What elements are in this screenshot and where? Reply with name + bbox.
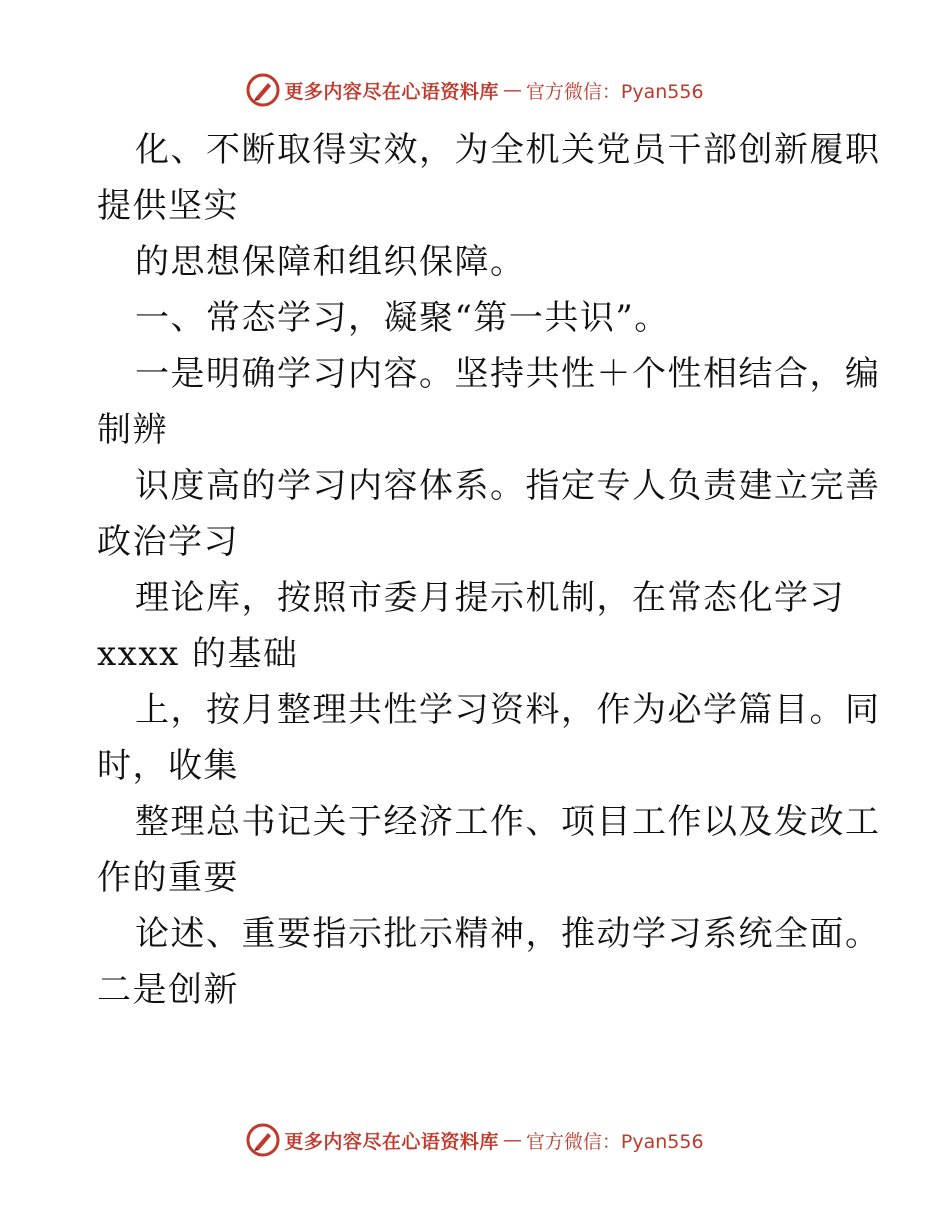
header-brand-text: 更多内容尽在心语资料库 (284, 80, 499, 103)
body-line: 二是创新 (97, 970, 239, 1010)
footer-brand (246, 1123, 703, 1157)
body-line: 政治学习 (97, 522, 239, 562)
body-line: 一是明确学习内容。坚持共性＋个性相结合，编 (135, 354, 881, 394)
footer-wechat: 官方微信：Pyan556 (525, 1130, 704, 1153)
body-line: 整理总书记关于经济工作、项目工作以及发改工 (135, 802, 881, 842)
pen-nib-logo-icon (246, 1123, 280, 1157)
body-line: 理论库，按照市委月提示机制，在常态化学习 (135, 578, 845, 618)
header-separator: — (502, 79, 522, 101)
header-brand (246, 73, 703, 107)
body-line: 上，按月整理共性学习资料，作为必学篇目。同 (135, 690, 881, 730)
body-line: 论述、重要指示批示精神，推动学习系统全面。 (135, 914, 881, 954)
body-line: 时，收集 (97, 746, 239, 786)
header-wechat: 官方微信：Pyan556 (525, 80, 704, 103)
pen-nib-logo-icon (246, 73, 280, 107)
page-header (0, 70, 950, 110)
section-heading: 一、常态学习，凝聚“第一共识”。 (135, 298, 670, 338)
page-footer (0, 1120, 950, 1160)
footer-separator: — (502, 1129, 522, 1151)
body-line: 的思想保障和组织保障。 (135, 242, 526, 282)
body-line: 提供坚实 (97, 186, 239, 226)
document-body (97, 122, 881, 1018)
body-line: 作的重要 (97, 858, 239, 898)
body-line: 识度高的学习内容体系。指定专人负责建立完善 (135, 466, 881, 506)
footer-brand-text: 更多内容尽在心语资料库 (284, 1130, 499, 1153)
body-line: 化、不断取得实效，为全机关党员干部创新履职 (135, 130, 881, 170)
body-line: xxxx 的基础 (97, 634, 299, 674)
body-line: 制辨 (97, 410, 168, 450)
